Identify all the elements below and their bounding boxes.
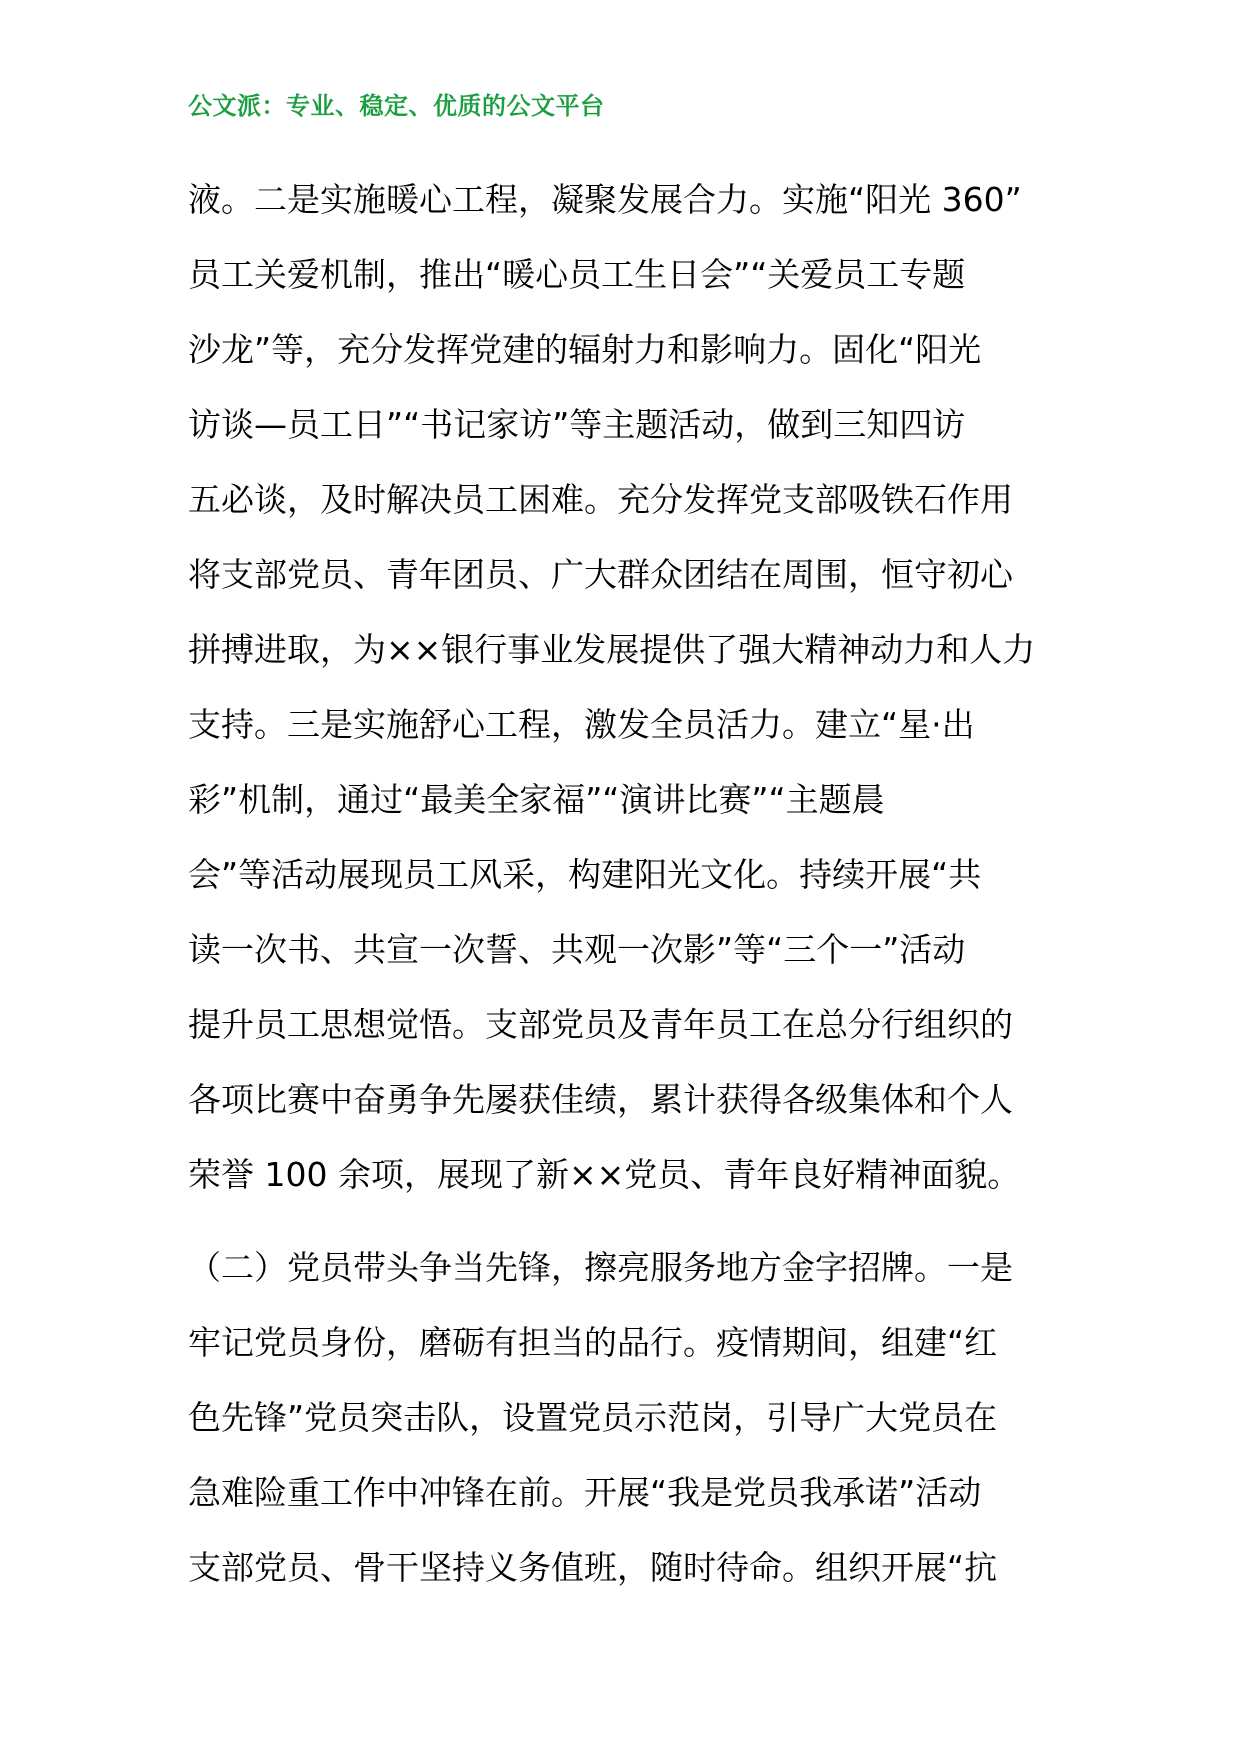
text-line: 读一次书、共宣一次誓、共观一次影”等“三个一”活动 xyxy=(188,930,966,969)
text-line: 拼搏进取，为××银行事业发展提供了强大精神动力和人力 xyxy=(188,630,1036,669)
text-line: 彩”机制，通过“最美全家福”“演讲比赛”“主题晨 xyxy=(188,780,885,819)
text-line: 色先锋”党员突击队，设置党员示范岗，引导广大党员在 xyxy=(188,1398,998,1437)
text-line: 员工关爱机制，推出“暖心员工生日会”“关爱员工专题 xyxy=(188,255,966,294)
text-line: 将支部党员、青年团员、广大群众团结在周围，恒守初心 xyxy=(188,555,1013,594)
text-line: 支部党员、骨干坚持义务值班，随时待命。组织开展“抗 xyxy=(188,1548,998,1587)
header-title: 公文派：专业、稳定、优质的公文平台 xyxy=(188,92,605,120)
text-line: （二）党员带头争当先锋，擦亮服务地方金字招牌。一是 xyxy=(188,1248,1013,1287)
text-line: 访谈—员工日”“书记家访”等主题活动，做到三知四访 xyxy=(188,405,966,444)
text-line: 五必谈，及时解决员工困难。充分发挥党支部吸铁石作用 xyxy=(188,480,1013,519)
text-line: 沙龙”等，充分发挥党建的辐射力和影响力。固化“阳光 xyxy=(188,330,982,369)
text-line: 提升员工思想觉悟。支部党员及青年员工在总分行组织的 xyxy=(188,1005,1013,1044)
text-line: 牢记党员身份，磨砺有担当的品行。疫情期间，组建“红 xyxy=(188,1323,998,1362)
page-header xyxy=(188,86,605,126)
text-line: 支持。三是实施舒心工程，激发全员活力。建立“星·出 xyxy=(188,705,975,744)
paragraph-2 xyxy=(188,1230,1054,1605)
text-line: 会”等活动展现员工风采，构建阳光文化。持续开展“共 xyxy=(188,855,982,894)
text-line: 液。二是实施暖心工程，凝聚发展合力。实施“阳光 360” xyxy=(188,180,1022,219)
text-line: 急难险重工作中冲锋在前。开展“我是党员我承诺”活动 xyxy=(188,1473,982,1512)
text-line: 各项比赛中奋勇争先屡获佳绩，累计获得各级集体和个人 xyxy=(188,1080,1013,1119)
paragraph-1 xyxy=(188,162,1054,1212)
text-line: 荣誉 100 余项，展现了新××党员、青年良好精神面貌。 xyxy=(188,1155,1021,1194)
